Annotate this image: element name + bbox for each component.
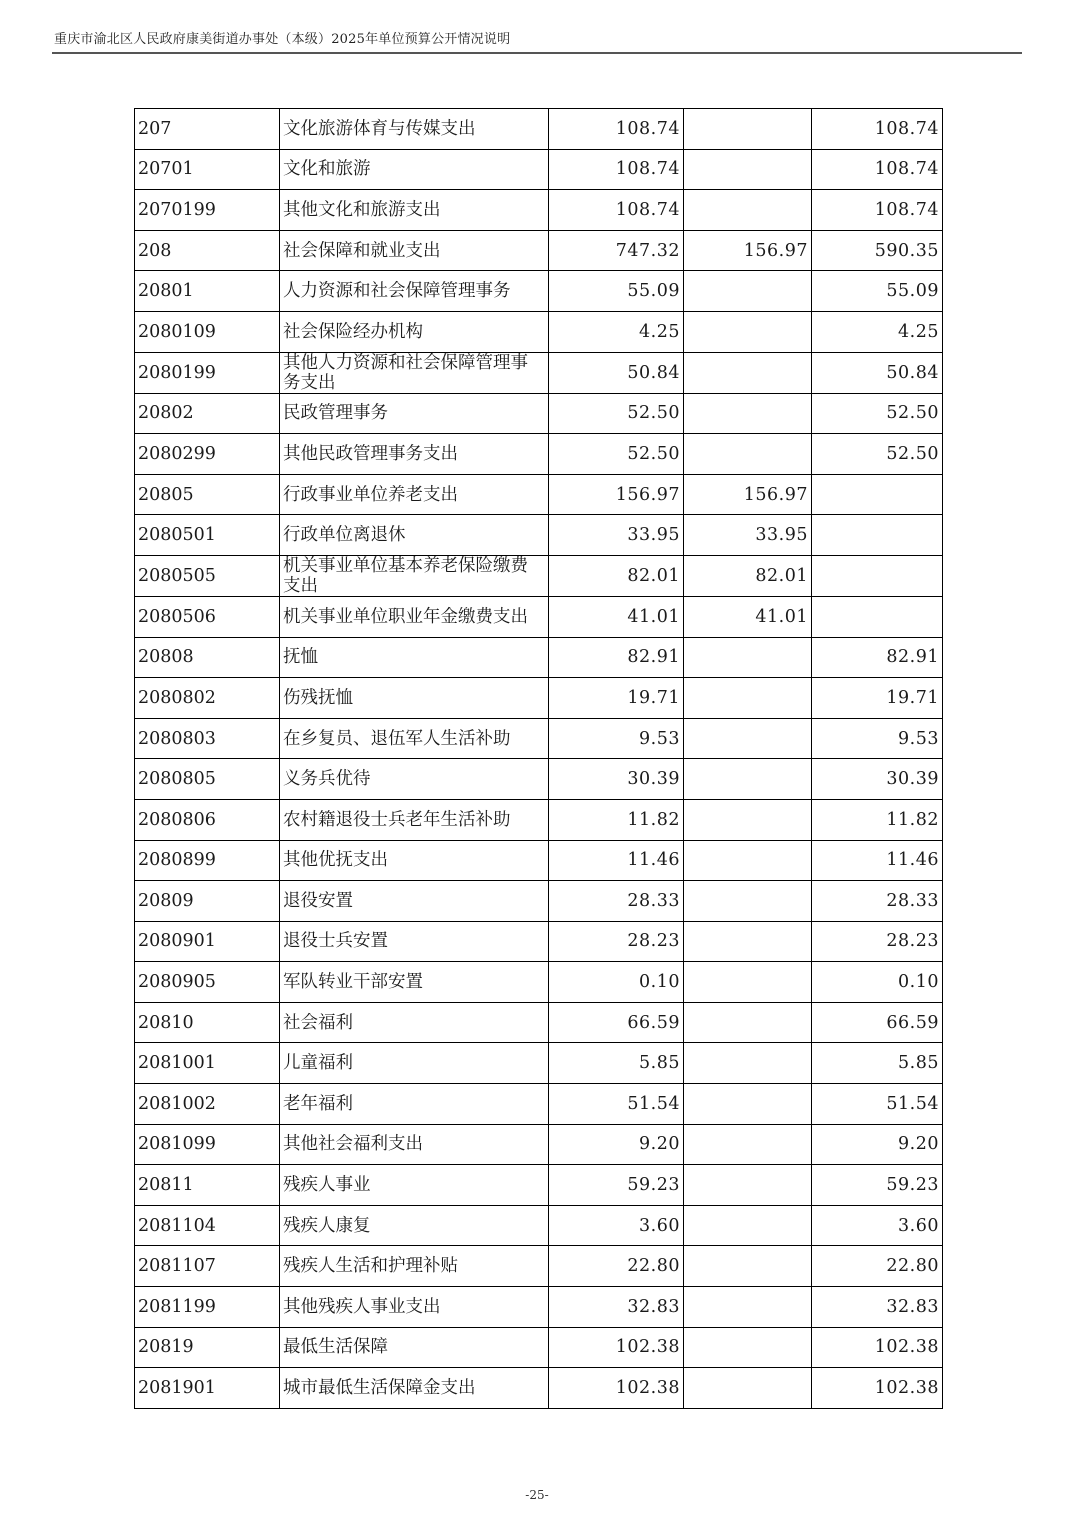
cell-total: 55.09 [549, 271, 684, 312]
table-row [135, 230, 943, 271]
cell-basic-expenditure [684, 718, 812, 759]
cell-total: 28.33 [549, 881, 684, 922]
cell-total: 9.20 [549, 1124, 684, 1165]
cell-code: 20701 [135, 149, 280, 190]
cell-project-expenditure [812, 555, 943, 596]
table-row [135, 1327, 943, 1368]
table-row [135, 799, 943, 840]
cell-item-name: 城市最低生活保障金支出 [280, 1368, 549, 1409]
cell-item-name: 农村籍退役士兵老年生活补助 [280, 799, 549, 840]
cell-basic-expenditure [684, 434, 812, 475]
cell-code: 2080805 [135, 759, 280, 800]
page-number: -25- [525, 1488, 549, 1502]
cell-basic-expenditure [684, 1002, 812, 1043]
cell-total: 4.25 [549, 311, 684, 352]
page-header-title: 重庆市渝北区人民政府康美街道办事处（本级）2025年单位预算公开情况说明 [54, 32, 511, 47]
cell-item-name: 其他社会福利支出 [280, 1124, 549, 1165]
cell-code: 2080901 [135, 921, 280, 962]
cell-basic-expenditure [684, 637, 812, 678]
cell-total: 11.46 [549, 840, 684, 881]
cell-project-expenditure: 102.38 [812, 1327, 943, 1368]
cell-code: 20805 [135, 474, 280, 515]
cell-code: 2081099 [135, 1124, 280, 1165]
table-row [135, 1368, 943, 1409]
budget-table [134, 108, 943, 1409]
cell-project-expenditure [812, 515, 943, 556]
cell-item-name: 最低生活保障 [280, 1327, 549, 1368]
cell-basic-expenditure [684, 393, 812, 434]
cell-project-expenditure: 9.20 [812, 1124, 943, 1165]
cell-item-name: 儿童福利 [280, 1043, 549, 1084]
table-row [135, 434, 943, 475]
cell-project-expenditure: 59.23 [812, 1165, 943, 1206]
table-row [135, 311, 943, 352]
cell-code: 2081104 [135, 1205, 280, 1246]
cell-item-name: 其他民政管理事务支出 [280, 434, 549, 475]
table-row [135, 1165, 943, 1206]
cell-item-name: 机关事业单位职业年金缴费支出 [280, 596, 549, 637]
cell-project-expenditure: 22.80 [812, 1246, 943, 1287]
cell-total: 102.38 [549, 1327, 684, 1368]
cell-total: 156.97 [549, 474, 684, 515]
cell-total: 22.80 [549, 1246, 684, 1287]
cell-code: 20809 [135, 881, 280, 922]
cell-project-expenditure: 52.50 [812, 434, 943, 475]
cell-basic-expenditure [684, 678, 812, 719]
cell-basic-expenditure: 156.97 [684, 230, 812, 271]
cell-item-name: 文化和旅游 [280, 149, 549, 190]
header-divider [52, 52, 1022, 54]
table-row [135, 759, 943, 800]
cell-project-expenditure: 28.33 [812, 881, 943, 922]
cell-project-expenditure: 102.38 [812, 1368, 943, 1409]
cell-item-name: 文化旅游体育与传媒支出 [280, 109, 549, 150]
cell-code: 2081001 [135, 1043, 280, 1084]
cell-item-name: 民政管理事务 [280, 393, 549, 434]
cell-total: 19.71 [549, 678, 684, 719]
cell-project-expenditure: 108.74 [812, 190, 943, 231]
cell-code: 2080109 [135, 311, 280, 352]
cell-code: 2081199 [135, 1287, 280, 1328]
cell-basic-expenditure [684, 840, 812, 881]
cell-total: 66.59 [549, 1002, 684, 1043]
cell-project-expenditure: 108.74 [812, 109, 943, 150]
table-row [135, 393, 943, 434]
cell-basic-expenditure [684, 271, 812, 312]
cell-code: 2080505 [135, 555, 280, 596]
cell-total: 108.74 [549, 109, 684, 150]
cell-total: 82.01 [549, 555, 684, 596]
cell-item-name: 残疾人事业 [280, 1165, 549, 1206]
cell-total: 9.53 [549, 718, 684, 759]
table-row [135, 840, 943, 881]
cell-project-expenditure: 19.71 [812, 678, 943, 719]
cell-basic-expenditure [684, 1165, 812, 1206]
cell-code: 2080199 [135, 352, 280, 393]
cell-basic-expenditure [684, 352, 812, 393]
cell-basic-expenditure [684, 962, 812, 1003]
cell-project-expenditure: 4.25 [812, 311, 943, 352]
cell-total: 3.60 [549, 1205, 684, 1246]
table-row [135, 271, 943, 312]
cell-code: 2070199 [135, 190, 280, 231]
cell-code: 2081901 [135, 1368, 280, 1409]
cell-basic-expenditure [684, 190, 812, 231]
cell-item-name: 机关事业单位基本养老保险缴费支出 [280, 555, 549, 596]
cell-item-name: 其他残疾人事业支出 [280, 1287, 549, 1328]
cell-total: 5.85 [549, 1043, 684, 1084]
cell-item-name: 残疾人康复 [280, 1205, 549, 1246]
cell-item-name: 义务兵优待 [280, 759, 549, 800]
cell-code: 20808 [135, 637, 280, 678]
cell-basic-expenditure [684, 1205, 812, 1246]
cell-code: 2080501 [135, 515, 280, 556]
cell-code: 2081002 [135, 1084, 280, 1125]
table-row [135, 921, 943, 962]
cell-item-name: 残疾人生活和护理补贴 [280, 1246, 549, 1287]
cell-item-name: 其他优抚支出 [280, 840, 549, 881]
cell-project-expenditure [812, 474, 943, 515]
cell-total: 33.95 [549, 515, 684, 556]
cell-item-name: 其他人力资源和社会保障管理事务支出 [280, 352, 549, 393]
budget-table-body [135, 109, 943, 1409]
table-row [135, 190, 943, 231]
cell-item-name: 老年福利 [280, 1084, 549, 1125]
cell-item-name: 社会保险经办机构 [280, 311, 549, 352]
cell-item-name: 军队转业干部安置 [280, 962, 549, 1003]
cell-basic-expenditure [684, 799, 812, 840]
cell-project-expenditure: 66.59 [812, 1002, 943, 1043]
cell-total: 102.38 [549, 1368, 684, 1409]
table-row [135, 474, 943, 515]
table-row [135, 515, 943, 556]
cell-total: 108.74 [549, 190, 684, 231]
cell-item-name: 社会保障和就业支出 [280, 230, 549, 271]
table-row [135, 718, 943, 759]
cell-project-expenditure: 590.35 [812, 230, 943, 271]
cell-total: 11.82 [549, 799, 684, 840]
cell-basic-expenditure [684, 1327, 812, 1368]
cell-item-name: 其他文化和旅游支出 [280, 190, 549, 231]
cell-total: 0.10 [549, 962, 684, 1003]
cell-project-expenditure: 82.91 [812, 637, 943, 678]
cell-item-name: 人力资源和社会保障管理事务 [280, 271, 549, 312]
cell-project-expenditure: 3.60 [812, 1205, 943, 1246]
cell-project-expenditure: 11.46 [812, 840, 943, 881]
table-row [135, 1002, 943, 1043]
cell-project-expenditure: 28.23 [812, 921, 943, 962]
cell-project-expenditure: 0.10 [812, 962, 943, 1003]
table-row [135, 1084, 943, 1125]
cell-project-expenditure: 9.53 [812, 718, 943, 759]
table-row [135, 1205, 943, 1246]
cell-project-expenditure: 52.50 [812, 393, 943, 434]
table-row [135, 596, 943, 637]
cell-basic-expenditure [684, 109, 812, 150]
cell-code: 208 [135, 230, 280, 271]
cell-code: 20801 [135, 271, 280, 312]
cell-code: 2080299 [135, 434, 280, 475]
cell-basic-expenditure [684, 1084, 812, 1125]
cell-total: 52.50 [549, 434, 684, 475]
table-row [135, 962, 943, 1003]
cell-project-expenditure: 51.54 [812, 1084, 943, 1125]
cell-code: 2080803 [135, 718, 280, 759]
cell-total: 82.91 [549, 637, 684, 678]
cell-basic-expenditure: 82.01 [684, 555, 812, 596]
cell-basic-expenditure [684, 1124, 812, 1165]
cell-code: 2080806 [135, 799, 280, 840]
cell-project-expenditure: 55.09 [812, 271, 943, 312]
table-row [135, 637, 943, 678]
table-row [135, 149, 943, 190]
cell-project-expenditure: 11.82 [812, 799, 943, 840]
cell-total: 108.74 [549, 149, 684, 190]
cell-item-name: 社会福利 [280, 1002, 549, 1043]
cell-project-expenditure: 108.74 [812, 149, 943, 190]
cell-code: 2080802 [135, 678, 280, 719]
cell-code: 2080905 [135, 962, 280, 1003]
table-row [135, 352, 943, 393]
cell-item-name: 行政单位离退休 [280, 515, 549, 556]
table-row [135, 1043, 943, 1084]
cell-project-expenditure: 50.84 [812, 352, 943, 393]
cell-code: 20802 [135, 393, 280, 434]
cell-code: 2081107 [135, 1246, 280, 1287]
cell-project-expenditure: 30.39 [812, 759, 943, 800]
cell-code: 20811 [135, 1165, 280, 1206]
table-row [135, 1287, 943, 1328]
cell-item-name: 在乡复员、退伍军人生活补助 [280, 718, 549, 759]
cell-total: 747.32 [549, 230, 684, 271]
cell-basic-expenditure: 41.01 [684, 596, 812, 637]
cell-basic-expenditure [684, 311, 812, 352]
cell-basic-expenditure [684, 149, 812, 190]
cell-basic-expenditure: 156.97 [684, 474, 812, 515]
table-row [135, 1124, 943, 1165]
table-row [135, 555, 943, 596]
cell-basic-expenditure [684, 1368, 812, 1409]
cell-basic-expenditure [684, 921, 812, 962]
cell-basic-expenditure [684, 759, 812, 800]
cell-total: 52.50 [549, 393, 684, 434]
cell-project-expenditure: 5.85 [812, 1043, 943, 1084]
table-row [135, 1246, 943, 1287]
cell-code: 20819 [135, 1327, 280, 1368]
cell-code: 2080899 [135, 840, 280, 881]
cell-item-name: 行政事业单位养老支出 [280, 474, 549, 515]
cell-item-name: 伤残抚恤 [280, 678, 549, 719]
cell-basic-expenditure [684, 1043, 812, 1084]
cell-total: 32.83 [549, 1287, 684, 1328]
cell-basic-expenditure [684, 881, 812, 922]
cell-total: 51.54 [549, 1084, 684, 1125]
table-row [135, 881, 943, 922]
cell-project-expenditure [812, 596, 943, 637]
cell-item-name: 抚恤 [280, 637, 549, 678]
cell-code: 2080506 [135, 596, 280, 637]
cell-item-name: 退役士兵安置 [280, 921, 549, 962]
cell-total: 41.01 [549, 596, 684, 637]
cell-basic-expenditure [684, 1287, 812, 1328]
cell-project-expenditure: 32.83 [812, 1287, 943, 1328]
cell-basic-expenditure [684, 1246, 812, 1287]
cell-total: 28.23 [549, 921, 684, 962]
cell-code: 20810 [135, 1002, 280, 1043]
cell-total: 59.23 [549, 1165, 684, 1206]
cell-total: 50.84 [549, 352, 684, 393]
cell-code: 207 [135, 109, 280, 150]
table-row [135, 678, 943, 719]
cell-basic-expenditure: 33.95 [684, 515, 812, 556]
table-row [135, 109, 943, 150]
cell-item-name: 退役安置 [280, 881, 549, 922]
cell-total: 30.39 [549, 759, 684, 800]
